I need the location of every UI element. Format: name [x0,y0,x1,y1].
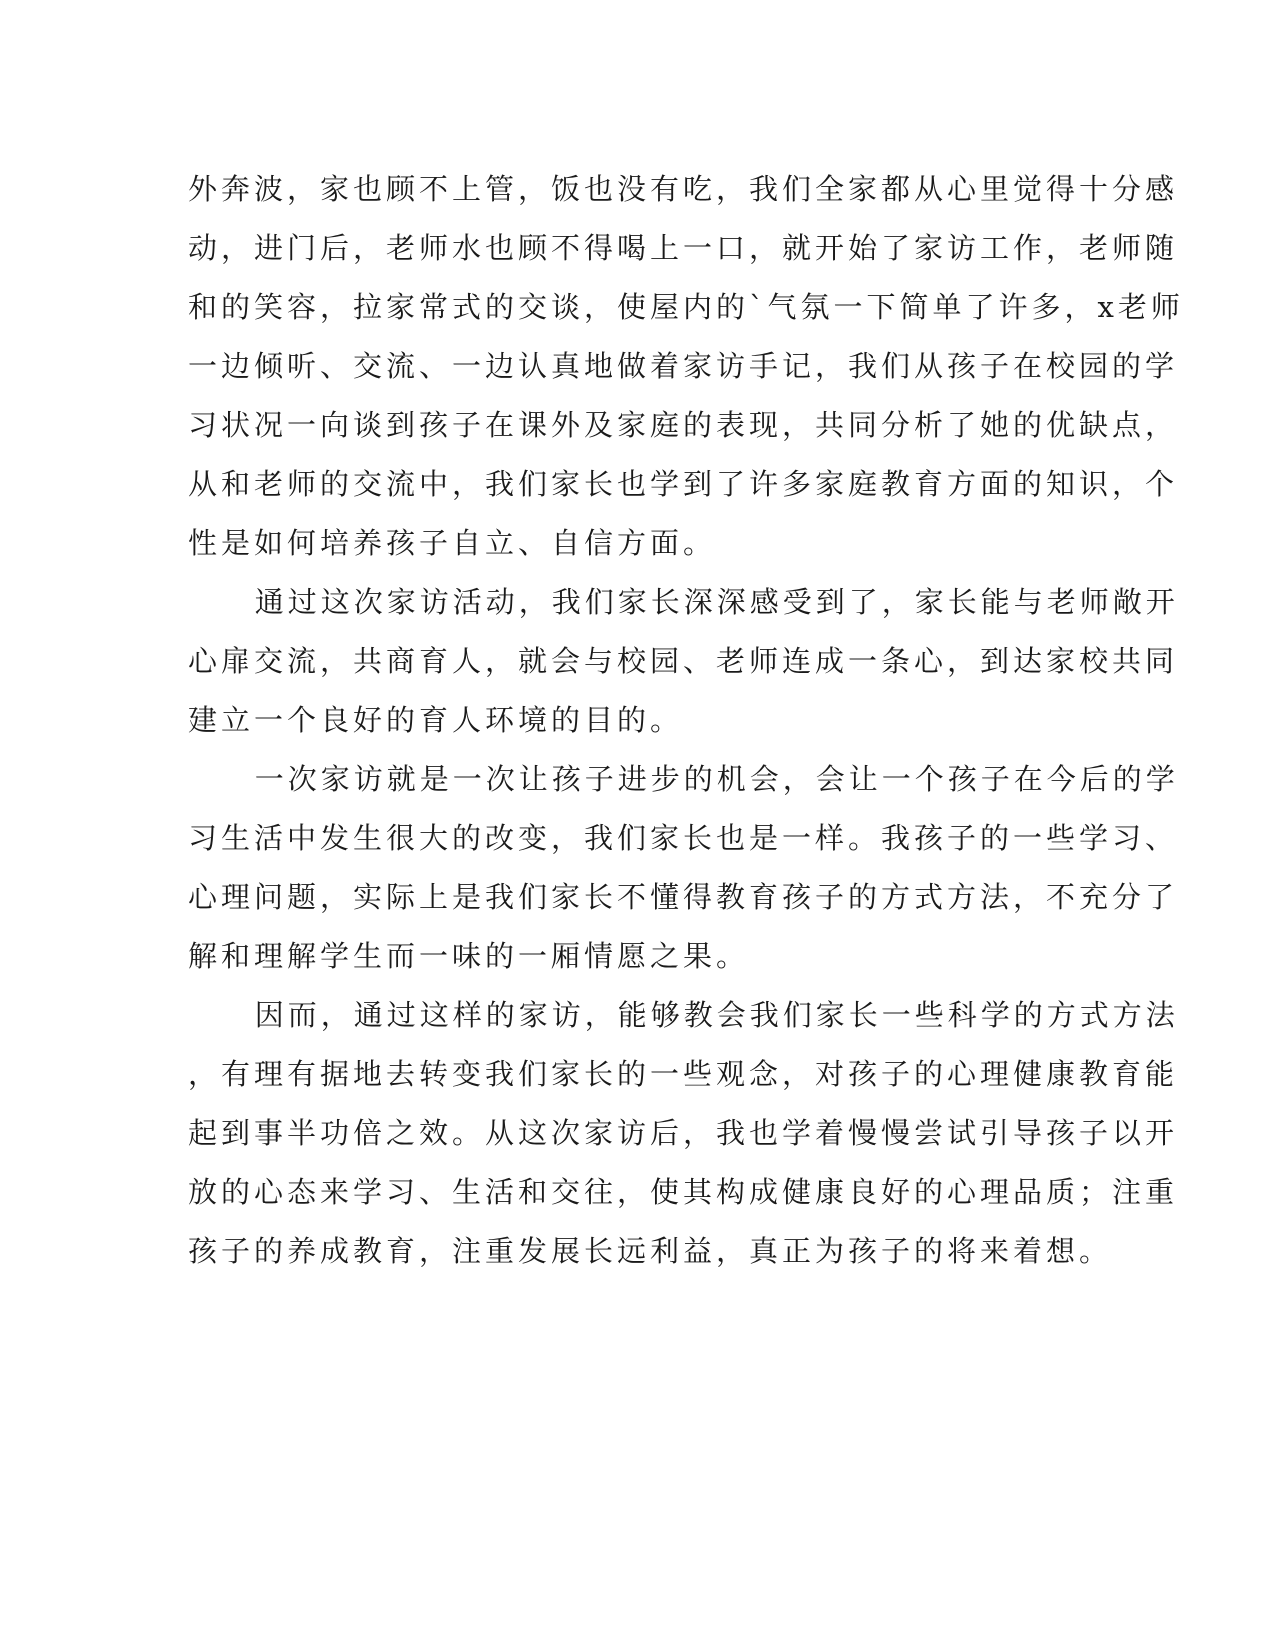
paragraph-4 [188,986,1179,1281]
text-line: 心理问题，实际上是我们家长不懂得教育孩子的方式方法，不充分了 [188,880,1179,914]
text-line: 孩子的养成教育，注重发展长远利益，真正为孩子的将来着想。 [188,1234,1113,1268]
text-line: 放的心态来学习、生活和交往，使其构成健康良好的心理品质；注重 [188,1175,1179,1209]
text-line: 从和老师的交流中，我们家长也学到了许多家庭教育方面的知识，个 [188,467,1179,501]
text-line: 通过这次家访活动，我们家长深深感受到了，家长能与老师敞开 [254,585,1179,619]
paragraph-1 [188,160,1184,573]
text-line: 习生活中发生很大的改变，我们家长也是一样。我孩子的一些学习、 [188,821,1179,855]
text-line: 心扉交流，共商育人，就会与校园、老师连成一条心，到达家校共同 [188,644,1179,678]
text-line: 解和理解学生而一味的一厢情愿之果。 [188,939,750,973]
text-line: 因而，通过这样的家访，能够教会我们家长一些科学的方式方法 [254,998,1179,1032]
text-line: 起到事半功倍之效。从这次家访后，我也学着慢慢尝试引导孩子以开 [188,1116,1179,1150]
text-line: 动，进门后，老师水也顾不得喝上一口，就开始了家访工作，老师随 [188,231,1179,265]
text-line: 外奔波，家也顾不上管，饭也没有吃，我们全家都从心里觉得十分感 [188,172,1179,206]
paragraph-3 [188,750,1179,986]
text-line: 习状况一向谈到孩子在课外及家庭的表现，共同分析了她的优缺点， [188,408,1179,442]
text-line: 一边倾听、交流、一边认真地做着家访手记，我们从孩子在校园的学 [188,349,1179,383]
text-line: 性是如何培养孩子自立、自信方面。 [188,526,717,560]
document-body [188,160,1184,1281]
paragraph-2 [188,573,1179,750]
text-line: 和的笑容，拉家常式的交谈，使屋内的`气氛一下简单了许多，x老师 [188,290,1184,324]
text-line: 一次家访就是一次让孩子进步的机会，会让一个孩子在今后的学 [254,762,1179,796]
text-line: 建立一个良好的育人环境的目的。 [188,703,684,737]
text-line: ，有理有据地去转变我们家长的一些观念，对孩子的心理健康教育能 [188,1057,1179,1091]
